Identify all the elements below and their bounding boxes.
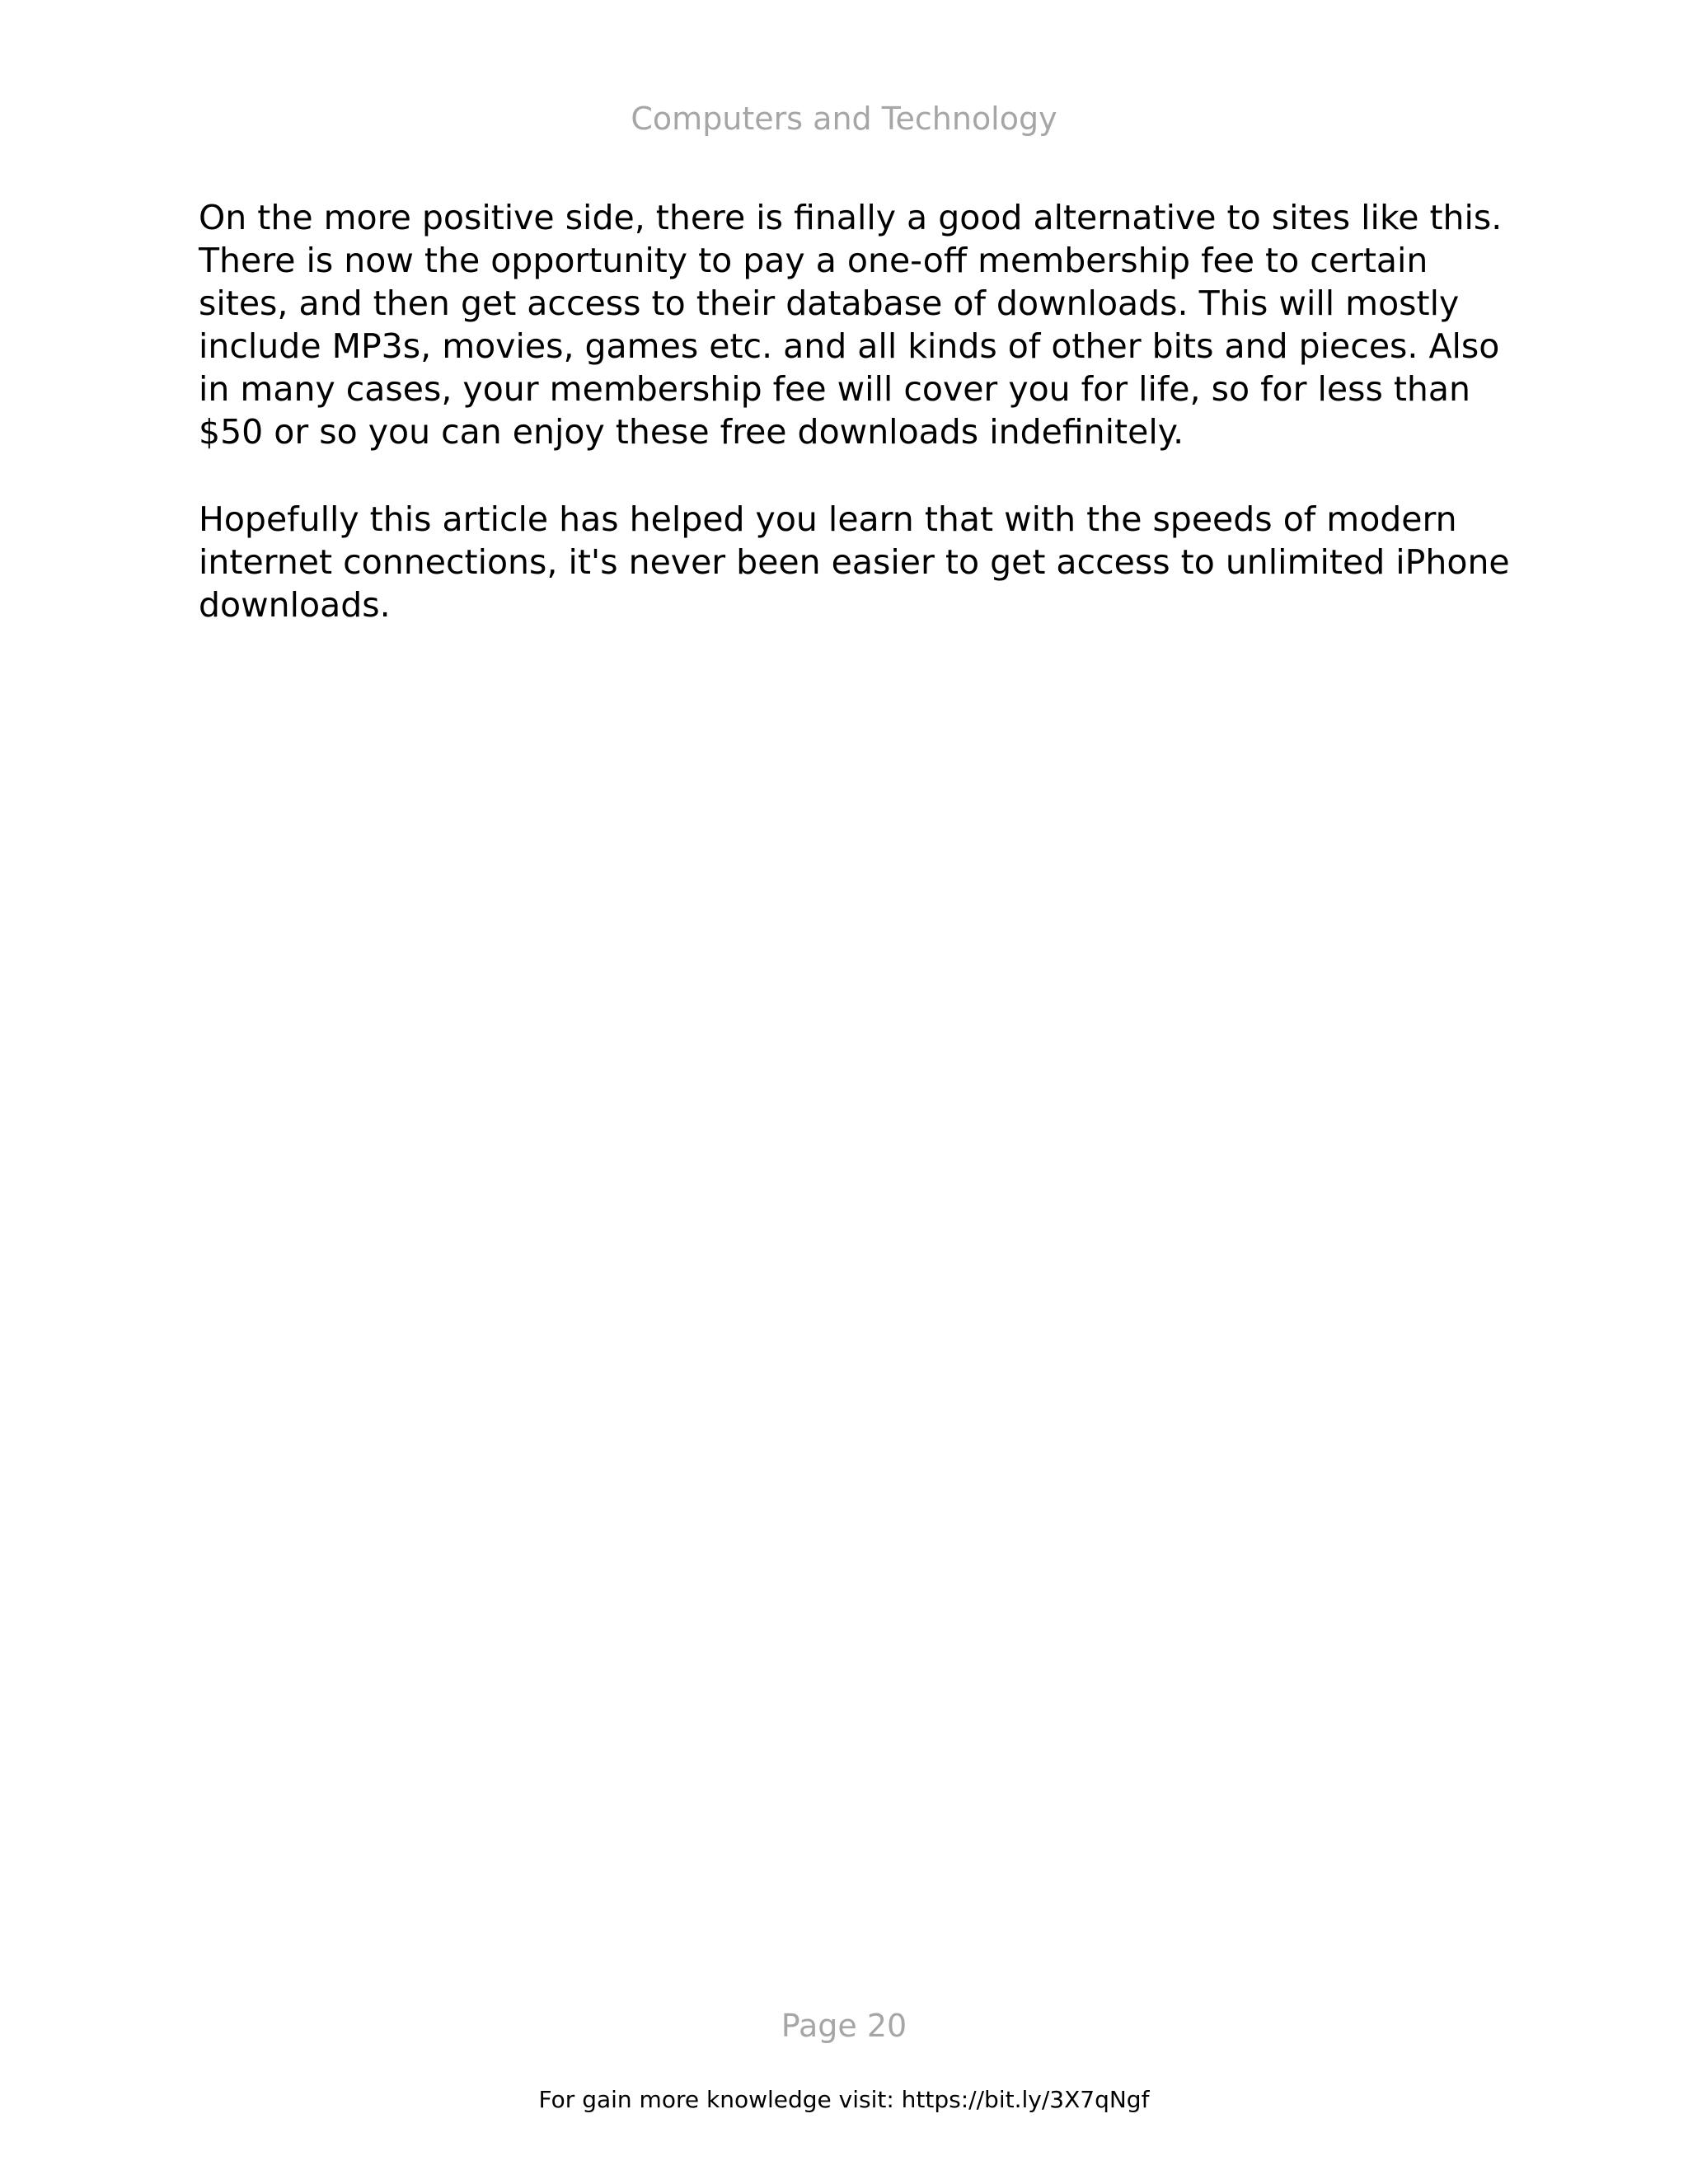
paragraph-line: Hopefully this article has helped you learn that with the speeds of modern (199, 499, 1457, 539)
paragraph-line: internet connections, it's never been easier to get access to unlimited iPhone (199, 542, 1510, 582)
article-body (199, 196, 1517, 671)
paragraph-2 (199, 498, 1517, 626)
running-header: Computers and Technology (631, 101, 1057, 137)
paragraph-line: There is now the opportunity to pay a one-off membership fee to certain (199, 241, 1428, 280)
paragraph-line: in many cases, your membership fee will cover you for life, so for less than (199, 369, 1471, 409)
paragraph-line: include MP3s, movies, games etc. and all kinds of other bits and pieces. Also (199, 326, 1500, 366)
paragraph-line: $50 or so you can enjoy these free downloads indefinitely. (199, 412, 1184, 452)
paragraph-line: On the more positive side, there is finally a good alternative to sites like this. (199, 198, 1503, 237)
promo-footer-text: For gain more knowledge visit: https://bit.ly/3X7qNgf (538, 2086, 1150, 2113)
page-number: Page 20 (781, 2008, 907, 2044)
paragraph-line: downloads. (199, 585, 391, 625)
paragraph-1 (199, 196, 1517, 453)
paragraph-line: sites, and then get access to their database of downloads. This will mostly (199, 284, 1460, 323)
